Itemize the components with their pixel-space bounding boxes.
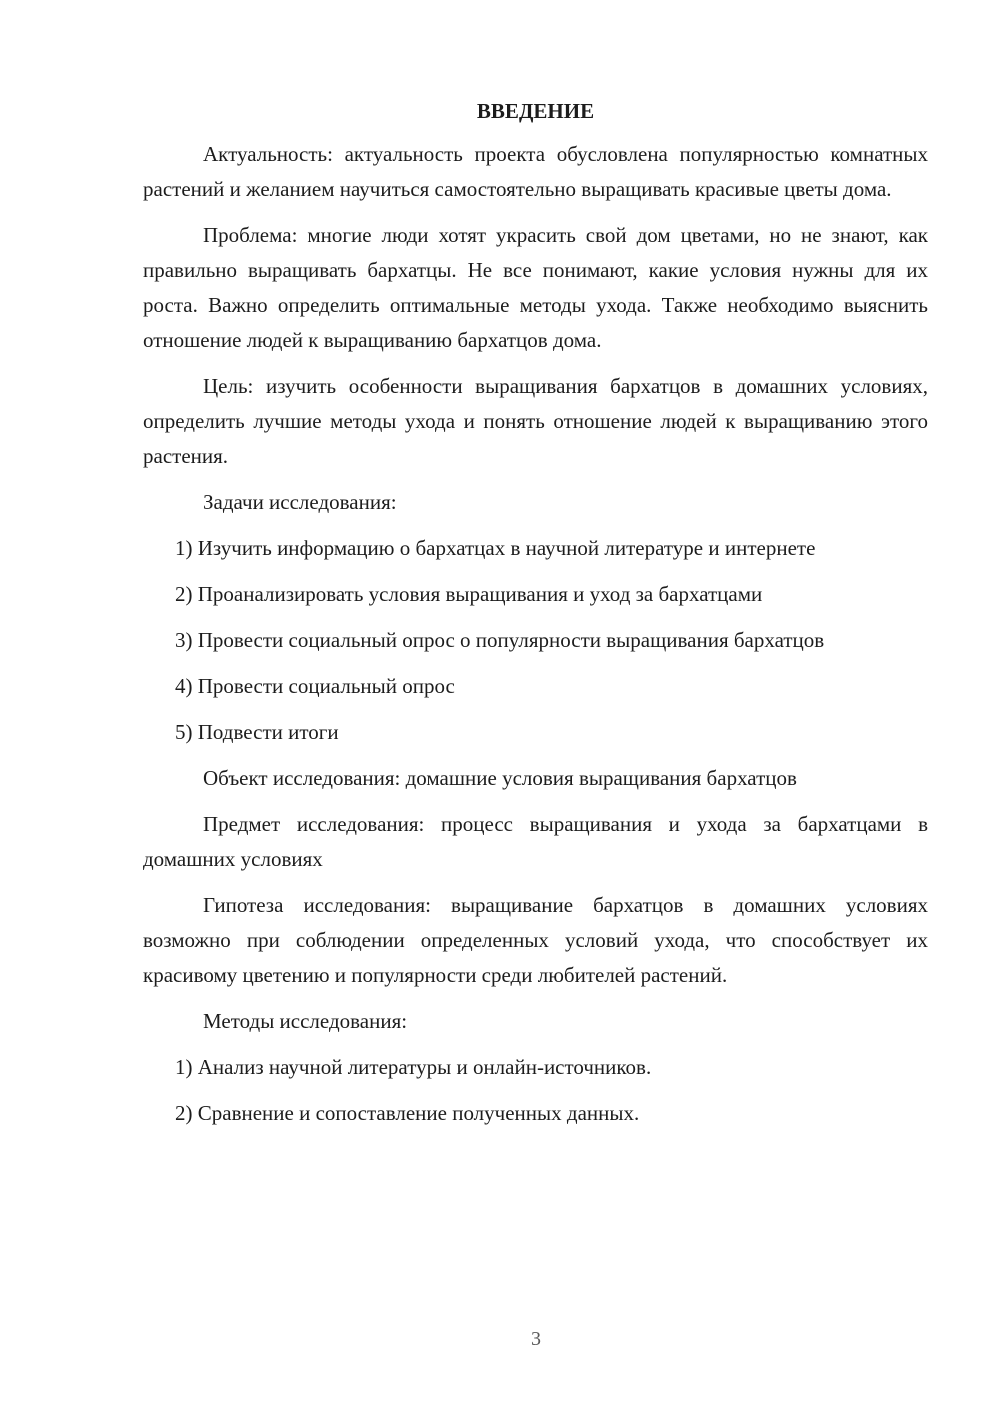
paragraph-hypothesis: Гипотеза исследования: выращивание бархатцов в домашних условиях возможно при соблюдении определенных условий ухода, что способствует их красивому цветению и популярности среди любителей растений. — [143, 893, 928, 987]
method-item-2: 2) Сравнение и сопоставление полученных данных. — [175, 1101, 640, 1125]
paragraph-subject: Предмет исследования: процесс выращивания и ухода за бархатцами в домашних условиях — [143, 812, 928, 871]
task-item-5: 5) Подвести итоги — [175, 720, 339, 744]
methods-heading: Методы исследования: — [203, 1009, 408, 1033]
paragraph-relevance: Актуальность: актуальность проекта обусловлена популярностью комнатных растений и желанием научиться самостоятельно выращивать красивые цветы дома. — [143, 142, 928, 201]
page-number: 3 — [531, 1328, 541, 1350]
page-content — [143, 96, 928, 1142]
task-item-3: 3) Провести социальный опрос о популярности выращивания бархатцов — [175, 628, 825, 652]
section-title: ВВЕДЕНИЕ — [476, 99, 595, 123]
method-item-1: 1) Анализ научной литературы и онлайн-источников. — [175, 1055, 652, 1079]
task-item-1: 1) Изучить информацию о бархатцах в научной литературе и интернете — [175, 536, 816, 560]
task-item-4: 4) Провести социальный опрос — [175, 674, 455, 698]
paragraph-object: Объект исследования: домашние условия выращивания бархатцов — [203, 766, 797, 790]
paragraph-goal: Цель: изучить особенности выращивания бархатцов в домашних условиях, определить лучшие методы ухода и понять отношение людей к выращиванию этого растения. — [143, 374, 928, 468]
tasks-heading: Задачи исследования: — [203, 490, 397, 514]
paragraph-problem: Проблема: многие люди хотят украсить свой дом цветами, но не знают, как правильно выращивать бархатцы. Не все понимают, какие условия нужны для их роста. Важно определить оптимальные методы ухода. Также необходимо выяснить отношение людей к выращиванию бархатцов дома. — [143, 223, 928, 352]
task-item-2: 2) Проанализировать условия выращивания и уход за бархатцами — [175, 582, 763, 606]
